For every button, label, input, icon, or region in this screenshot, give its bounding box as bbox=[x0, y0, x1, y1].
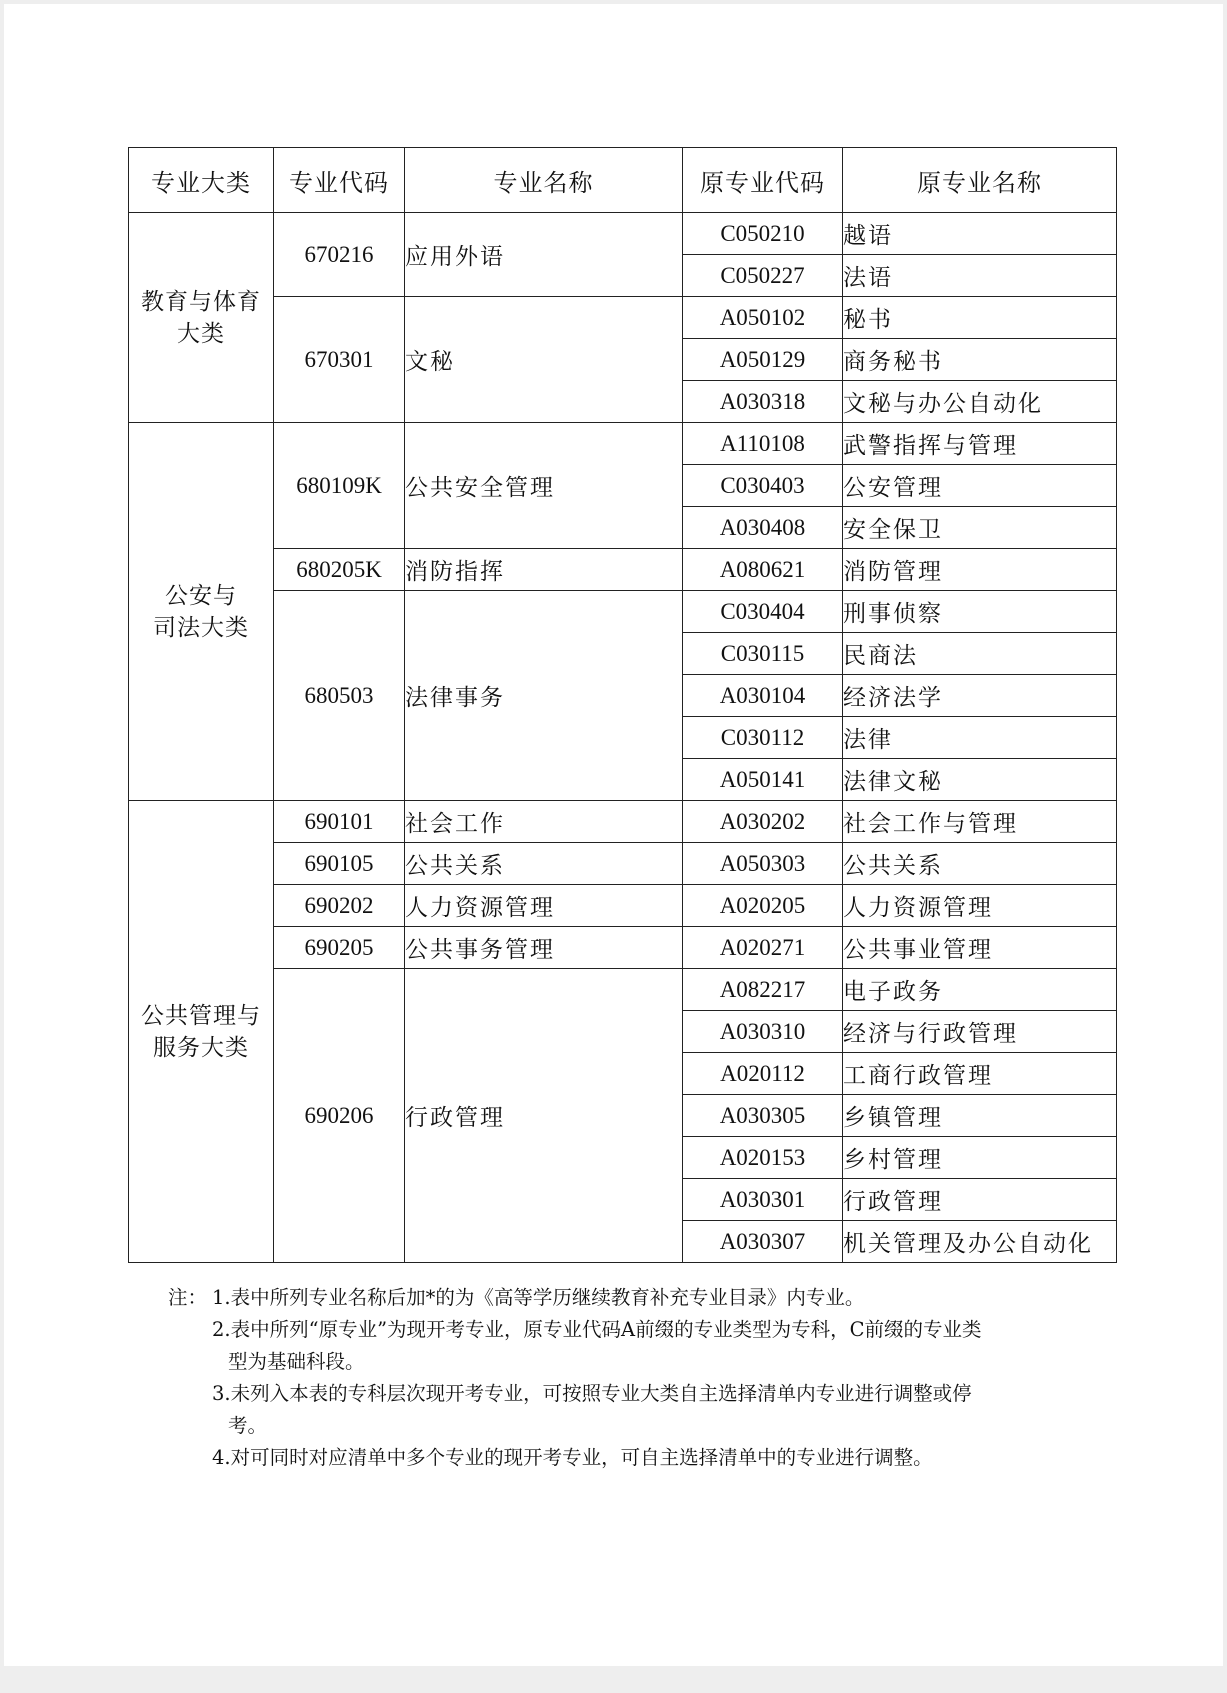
major-code-cell: 690202 bbox=[274, 885, 405, 927]
original-name-cell: 公共关系 bbox=[843, 843, 1117, 885]
major-name-cell: 公共关系 bbox=[405, 843, 683, 885]
table-row bbox=[129, 969, 1117, 1011]
original-code-cell: A080621 bbox=[683, 549, 843, 591]
table-header-row bbox=[129, 148, 1117, 213]
table-row bbox=[129, 591, 1117, 633]
major-name-cell: 消防指挥 bbox=[405, 549, 683, 591]
original-code-cell: A020112 bbox=[683, 1053, 843, 1095]
original-name-cell: 电子政务 bbox=[843, 969, 1117, 1011]
original-name-cell: 社会工作与管理 bbox=[843, 801, 1117, 843]
original-name-cell: 安全保卫 bbox=[843, 507, 1117, 549]
original-code-cell: C030404 bbox=[683, 591, 843, 633]
original-name-cell: 武警指挥与管理 bbox=[843, 423, 1117, 465]
category-name-line: 公安与 bbox=[165, 582, 237, 609]
header-original-code: 原专业代码 bbox=[683, 148, 843, 213]
original-code-cell: A030307 bbox=[683, 1221, 843, 1263]
major-code-cell: 690105 bbox=[274, 843, 405, 885]
table-row bbox=[129, 297, 1117, 339]
major-name-cell: 社会工作 bbox=[405, 801, 683, 843]
category-name-line: 服务大类 bbox=[153, 1034, 249, 1061]
original-code-cell: C030112 bbox=[683, 717, 843, 759]
header-major-code: 专业代码 bbox=[274, 148, 405, 213]
original-code-cell: A020153 bbox=[683, 1137, 843, 1179]
original-name-cell: 文秘与办公自动化 bbox=[843, 381, 1117, 423]
note-item bbox=[168, 1378, 1068, 1442]
original-code-cell: A030305 bbox=[683, 1095, 843, 1137]
note-item bbox=[168, 1282, 1068, 1314]
table-row bbox=[129, 213, 1117, 255]
table-body bbox=[129, 213, 1117, 1263]
original-name-cell: 公安管理 bbox=[843, 465, 1117, 507]
major-code-cell: 680205K bbox=[274, 549, 405, 591]
original-code-cell: A020271 bbox=[683, 927, 843, 969]
original-name-cell: 秘书 bbox=[843, 297, 1117, 339]
original-name-cell: 商务秘书 bbox=[843, 339, 1117, 381]
major-code-cell: 690205 bbox=[274, 927, 405, 969]
note-item bbox=[168, 1442, 1068, 1474]
note-item bbox=[168, 1314, 1068, 1378]
major-name-cell: 行政管理 bbox=[405, 969, 683, 1263]
original-code-cell: A050141 bbox=[683, 759, 843, 801]
original-name-cell: 法律文秘 bbox=[843, 759, 1117, 801]
original-name-cell: 乡镇管理 bbox=[843, 1095, 1117, 1137]
original-code-cell: C030403 bbox=[683, 465, 843, 507]
original-name-cell: 经济法学 bbox=[843, 675, 1117, 717]
note-text-line: 考。 bbox=[228, 1414, 268, 1437]
original-code-cell: C030115 bbox=[683, 633, 843, 675]
original-code-cell: A030408 bbox=[683, 507, 843, 549]
category-name-line: 公共管理与 bbox=[141, 1002, 261, 1029]
original-name-cell: 乡村管理 bbox=[843, 1137, 1117, 1179]
original-name-cell: 公共事业管理 bbox=[843, 927, 1117, 969]
original-name-cell: 民商法 bbox=[843, 633, 1117, 675]
original-code-cell: A050129 bbox=[683, 339, 843, 381]
original-name-cell: 行政管理 bbox=[843, 1179, 1117, 1221]
original-name-cell: 消防管理 bbox=[843, 549, 1117, 591]
header-original-name: 原专业名称 bbox=[843, 148, 1117, 213]
note-text-line: 4.对可同时对应清单中多个专业的现开考专业，可自主选择清单中的专业进行调整。 bbox=[212, 1446, 933, 1469]
original-code-cell: A050303 bbox=[683, 843, 843, 885]
original-name-cell: 机关管理及办公自动化 bbox=[843, 1221, 1117, 1263]
major-name-cell: 公共事务管理 bbox=[405, 927, 683, 969]
major-code-cell: 690206 bbox=[274, 969, 405, 1263]
original-code-cell: A030104 bbox=[683, 675, 843, 717]
major-code-cell: 680109K bbox=[274, 423, 405, 549]
category-cell bbox=[129, 423, 274, 801]
table-row bbox=[129, 843, 1117, 885]
table-row bbox=[129, 549, 1117, 591]
category-name-line: 司法大类 bbox=[153, 614, 249, 641]
major-name-cell: 文秘 bbox=[405, 297, 683, 423]
original-code-cell: C050227 bbox=[683, 255, 843, 297]
major-mapping-table bbox=[128, 147, 1117, 1263]
original-name-cell: 法语 bbox=[843, 255, 1117, 297]
original-name-cell: 越语 bbox=[843, 213, 1117, 255]
note-prefix: 注： bbox=[168, 1286, 208, 1309]
note-text-line: 2.表中所列“原专业”为现开考专业，原专业代码A前缀的专业类型为专科，C前缀的专业类 bbox=[212, 1318, 982, 1341]
major-code-cell: 670216 bbox=[274, 213, 405, 297]
major-code-cell: 670301 bbox=[274, 297, 405, 423]
note-text-line: 3.未列入本表的专科层次现开考专业，可按照专业大类自主选择清单内专业进行调整或停 bbox=[212, 1382, 972, 1405]
original-code-cell: A030318 bbox=[683, 381, 843, 423]
original-code-cell: A050102 bbox=[683, 297, 843, 339]
note-text-line: 型为基础科段。 bbox=[228, 1350, 365, 1373]
header-category: 专业大类 bbox=[129, 148, 274, 213]
original-code-cell: A030202 bbox=[683, 801, 843, 843]
table-row bbox=[129, 927, 1117, 969]
major-name-cell: 公共安全管理 bbox=[405, 423, 683, 549]
original-name-cell: 法律 bbox=[843, 717, 1117, 759]
category-cell bbox=[129, 801, 274, 1263]
category-name-line: 教育与体育 bbox=[141, 288, 261, 315]
original-code-cell: A082217 bbox=[683, 969, 843, 1011]
original-code-cell: C050210 bbox=[683, 213, 843, 255]
table-row bbox=[129, 885, 1117, 927]
major-name-cell: 人力资源管理 bbox=[405, 885, 683, 927]
notes-section bbox=[168, 1282, 1068, 1474]
major-code-cell: 690101 bbox=[274, 801, 405, 843]
original-code-cell: A030310 bbox=[683, 1011, 843, 1053]
original-code-cell: A030301 bbox=[683, 1179, 843, 1221]
table-row bbox=[129, 801, 1117, 843]
category-cell bbox=[129, 213, 274, 423]
category-name-line: 大类 bbox=[177, 320, 225, 347]
original-name-cell: 刑事侦察 bbox=[843, 591, 1117, 633]
original-name-cell: 经济与行政管理 bbox=[843, 1011, 1117, 1053]
major-name-cell: 法律事务 bbox=[405, 591, 683, 801]
note-text-line: 1.表中所列专业名称后加*的为《高等学历继续教育补充专业目录》内专业。 bbox=[212, 1286, 865, 1309]
original-code-cell: A020205 bbox=[683, 885, 843, 927]
original-name-cell: 工商行政管理 bbox=[843, 1053, 1117, 1095]
major-name-cell: 应用外语 bbox=[405, 213, 683, 297]
original-code-cell: A110108 bbox=[683, 423, 843, 465]
document-page bbox=[4, 4, 1223, 1666]
original-name-cell: 人力资源管理 bbox=[843, 885, 1117, 927]
header-major-name: 专业名称 bbox=[405, 148, 683, 213]
major-code-cell: 680503 bbox=[274, 591, 405, 801]
table-row bbox=[129, 423, 1117, 465]
